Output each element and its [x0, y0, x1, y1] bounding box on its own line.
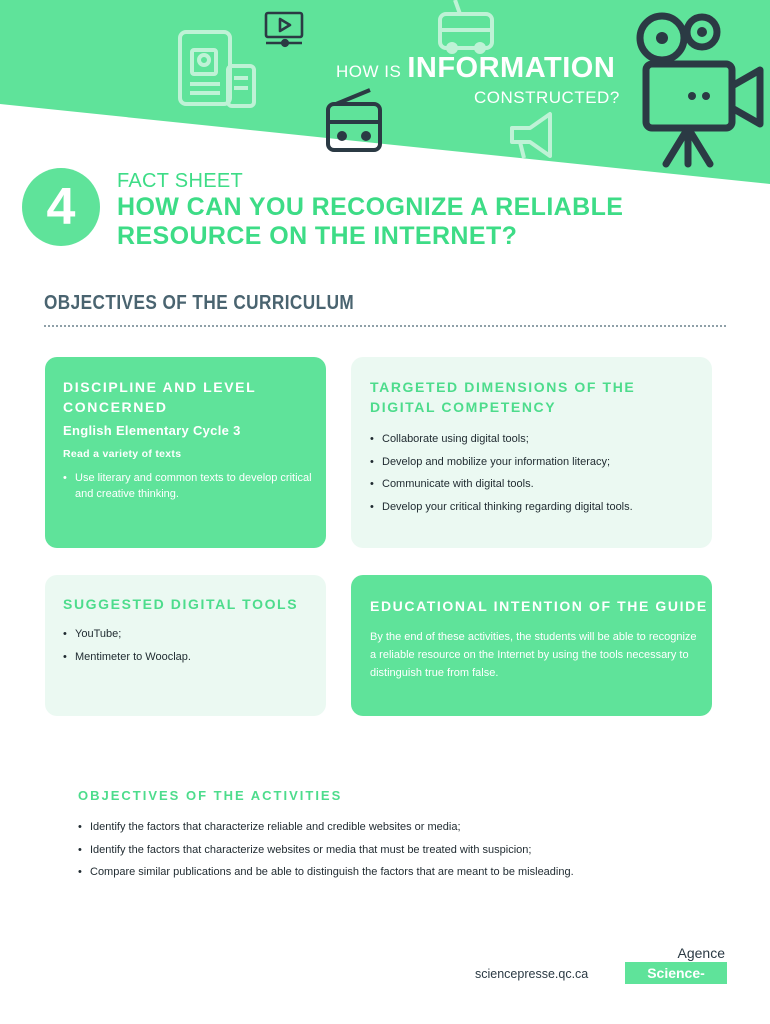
dimensions-heading: [370, 377, 635, 417]
dimensions-heading-line1: TARGETED DIMENSIONS OF THE: [370, 379, 636, 395]
intention-text: By the end of these activities, the students will be able to recognize a reliable resource on the Internet by using the tools necessary to distinguish true from false.: [370, 631, 697, 679]
radio-icon: [328, 90, 380, 150]
tools-list: [63, 626, 313, 665]
list-item: • Compare similar publications and be able to distinguish the factors that are meant to be misleading.: [78, 864, 718, 880]
activities-title: OBJECTIVES OF THE ACTIVITIES: [78, 788, 343, 803]
fact-number-badge: 4: [22, 168, 100, 246]
logo-bottom-text: Science-Presse: [625, 962, 727, 984]
discipline-subject: English Elementary Cycle 3: [63, 423, 241, 438]
tablet-icon: [180, 32, 230, 104]
dotted-divider: [44, 325, 726, 327]
list-item: • Develop and mobilize your information literacy;: [370, 454, 705, 470]
header-subtitle: CONSTRUCTED?: [474, 88, 620, 107]
intention-card: [351, 575, 712, 716]
list-item: • Mentimeter to Wooclap.: [63, 649, 313, 665]
fact-sheet-label: FACT SHEET: [117, 170, 243, 192]
video-player-icon: [266, 13, 302, 46]
tools-card: [45, 575, 326, 716]
film-camera-icon: [616, 8, 770, 168]
dimensions-heading-line2: DIGITAL COMPETENCY: [370, 399, 557, 415]
list-item: • Identify the factors that characterize websites or media that must be treated with suspicion;: [78, 842, 718, 858]
header-title-pre: HOW IS: [336, 62, 402, 81]
discipline-heading-line2: CONCERNED: [63, 399, 168, 415]
discipline-card: [45, 357, 326, 548]
list-item: • YouTube;: [63, 626, 313, 642]
logo-top-text: Agence: [677, 945, 725, 961]
intention-heading: EDUCATIONAL INTENTION OF THE GUIDE: [370, 598, 708, 614]
discipline-heading-line1: DISCIPLINE AND LEVEL: [63, 379, 257, 395]
agence-science-presse-logo: [625, 945, 727, 1003]
list-item: • Use literary and common texts to develop critical and creative thinking.: [63, 470, 313, 502]
list-item: • Collaborate using digital tools;: [370, 431, 705, 447]
discipline-competency: Read a variety of texts: [63, 448, 182, 460]
discipline-heading: [63, 377, 256, 417]
list-item: • Communicate with digital tools.: [370, 476, 705, 492]
discipline-list: [63, 470, 313, 502]
list-item: • Develop your critical thinking regarding digital tools.: [370, 499, 705, 515]
dimensions-card: [351, 357, 712, 548]
megaphone-icon: [512, 114, 550, 158]
activities-list: [78, 819, 718, 887]
header-title-main: INFORMATION: [407, 52, 616, 84]
tools-heading: SUGGESTED DIGITAL TOOLS: [63, 596, 299, 612]
header-title: [336, 52, 615, 85]
bus-icon: [440, 0, 492, 52]
page-title: HOW CAN YOU RECOGNIZE A RELIABLE RESOURCE ON THE INTERNET?: [117, 193, 624, 250]
dimensions-list: [370, 431, 705, 515]
list-item: • Identify the factors that characterize reliable and credible websites or media;: [78, 819, 718, 835]
section-title: OBJECTIVES OF THE CURRICULUM: [44, 292, 355, 314]
footer-url[interactable]: sciencepresse.qc.ca: [475, 967, 589, 981]
